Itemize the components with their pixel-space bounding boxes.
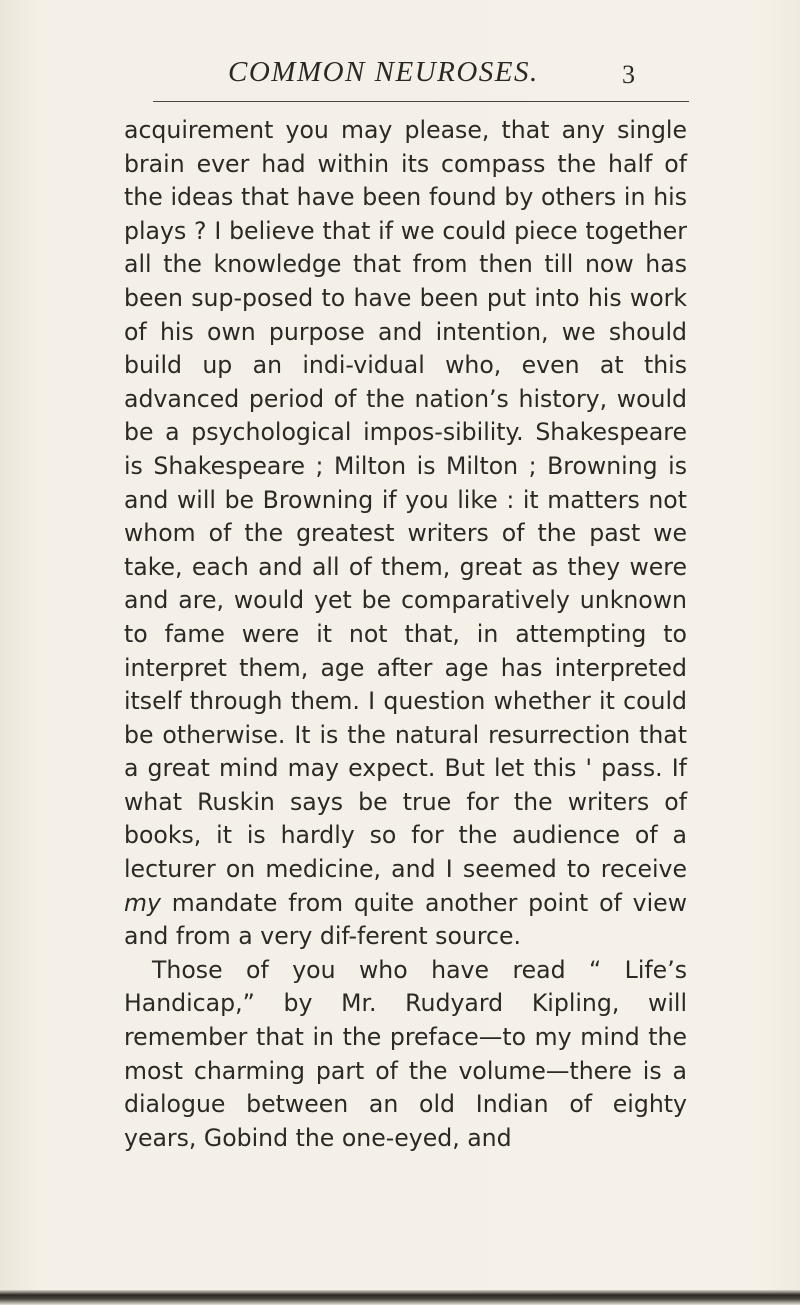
paragraph-1-text-end: mandate from quite another point of view and from a very dif-ferent source. <box>124 888 687 951</box>
running-head <box>0 56 800 96</box>
paragraph-1 <box>124 114 687 954</box>
paragraph-2: Those of you who have read “ Life’s Handicap,” by Mr. Rudyard Kipling, will remember that in the preface—to my mind the most charming part of the volume—there is a dialogue between an old Indian of eighty years, Gobind the one-eyed, and <box>124 955 687 1152</box>
page-number: 3 <box>622 60 635 89</box>
header-rule <box>153 101 689 102</box>
paragraph-1-text: acquirement you may please, that any single brain ever had within its compass the half of the ideas that have been found by others in his plays ? I believe that if we could piece together all the knowledge that from then till now has been sup-posed to have been put into his work of his own purpose and intention, we should build up an indi-vidual who, even at this advanced period of the nation’s history, would be a psychological impos-sibility. Shakespeare is Shakespeare ; Milton is Milton ; Browning is and will be Browning if you like : it matters not whom of the greatest writers of the past we take, each and all of them, great as they were and are, would yet be comparatively unknown to fame were it not that, in attempting to interpret them, age after age has interpreted itself through them. I question whether it could be otherwise. It is the natural resurrection that a great mind may expect. But let this ' pass. If what Ruskin says be true for the writers of books, it is hardly so for the audience of a lecturer on medicine, and I seemed to receive <box>124 116 687 884</box>
emphasized-word: my <box>124 888 161 917</box>
page-bottom-edge <box>0 1290 800 1305</box>
running-title: COMMON NEUROSES. <box>228 56 539 88</box>
body-text <box>124 114 687 1155</box>
